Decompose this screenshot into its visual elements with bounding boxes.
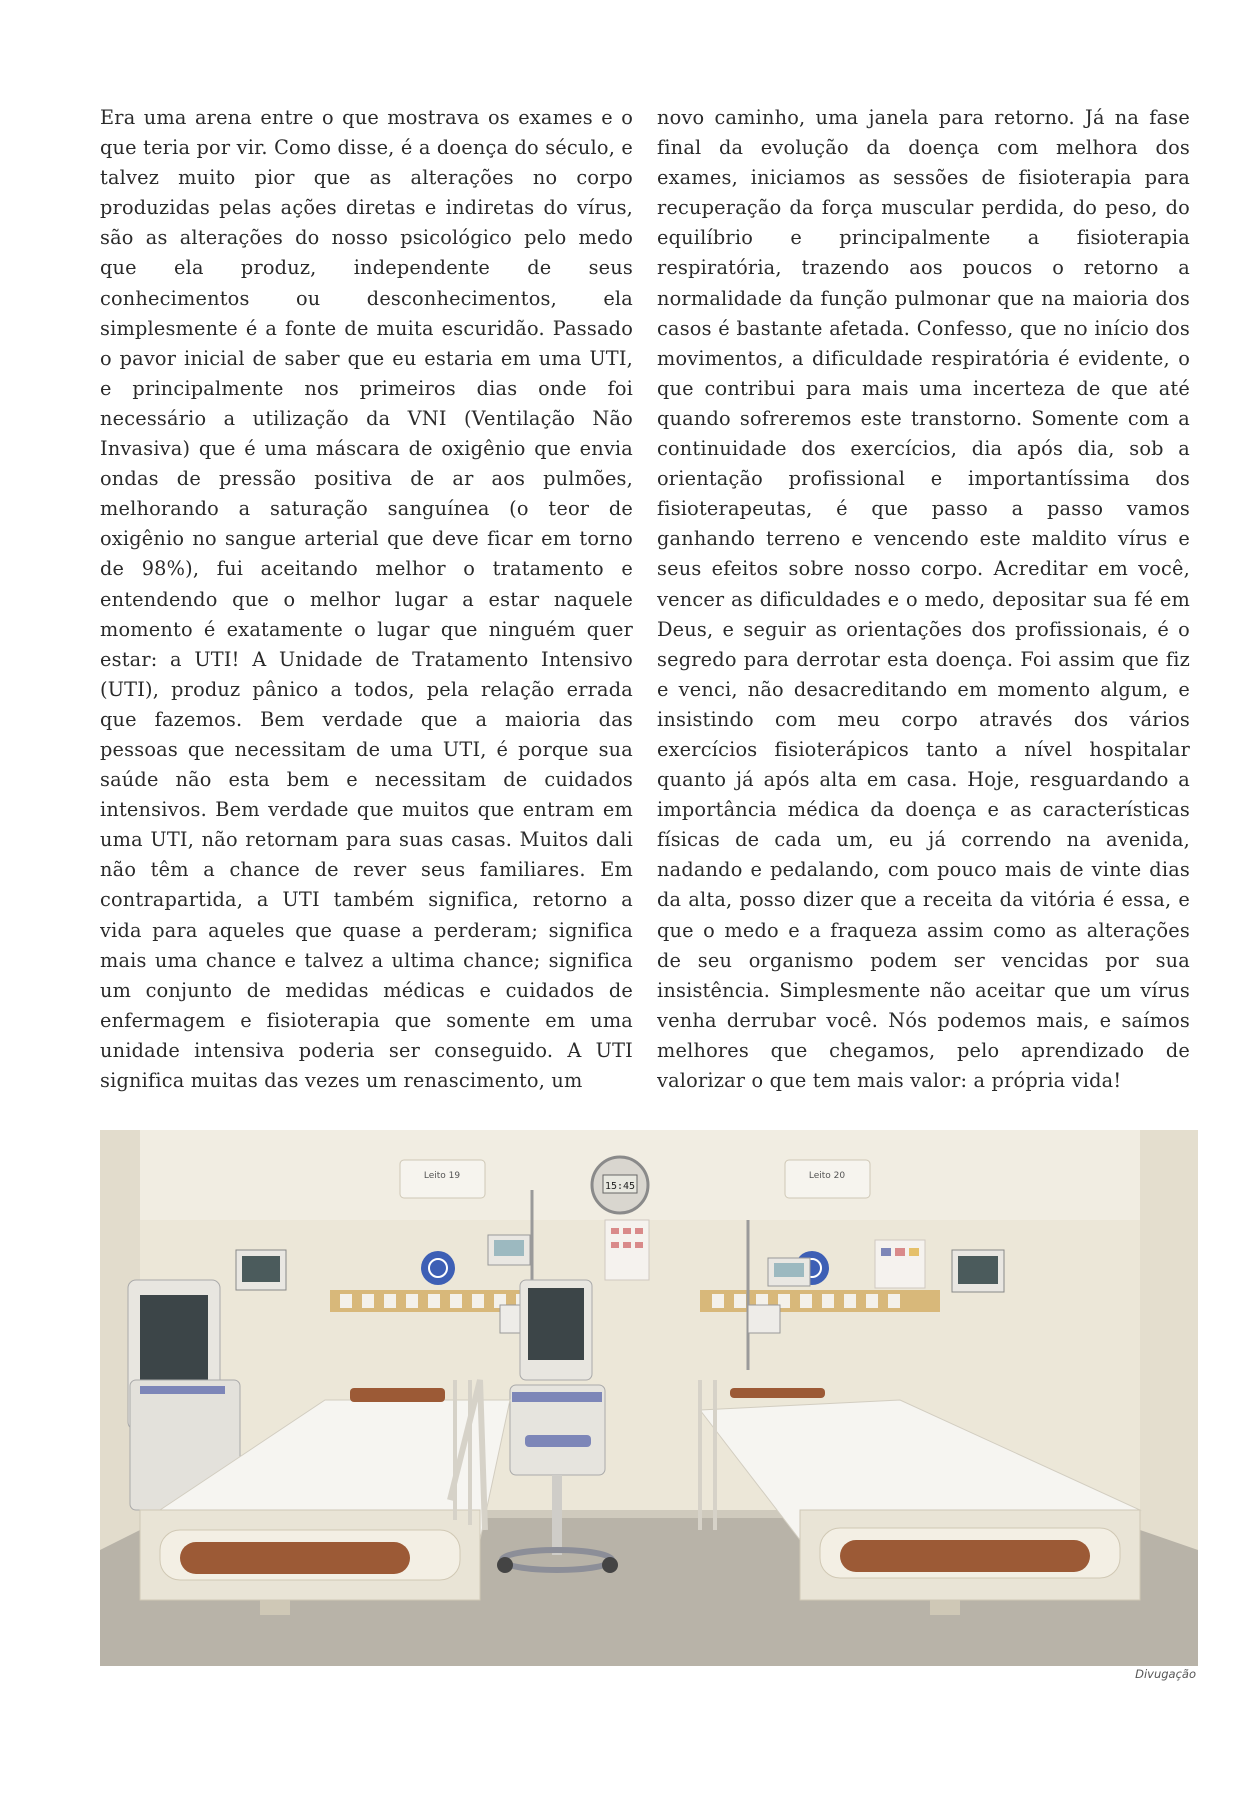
article-text-left: Era uma arena entre o que mostrava os exames e o que teria por vir. Como disse, é a doença do século, e talvez muito pior que as alterações no corpo produzidas pelas ações diretas e indiretas do vírus, são as alterações do nosso psicológico pelo medo que ela produz, independente de seus conhecimentos ou desconhecimentos, ela simplesmente é a fonte de muita escuridão. Passado o pavor inicial de saber que eu estaria em uma UTI, e principalmente nos primeiros dias onde foi necessário a utilização da VNI (Ventilação Não Invasiva) que é uma máscara de oxigênio que envia ondas de pressão positiva de ar aos pulmões, melhorando a saturação sanguínea (o teor de oxigênio no sangue arterial que deve ficar em torno de 98%), fui aceitando melhor o tratamento e entendendo que o melhor lugar a estar naquele momento é exatamente o lugar que ninguém quer estar: a UTI! A Unidade de Tratamento Intensivo (UTI), produz pânico a todos, pela relação errada que fazemos. Bem verdade que a maioria das pessoas que necessitam de uma UTI, é porque sua saúde não esta bem e necessitam de cuidados intensivos. Bem verdade que muitos que entram em uma UTI, não retornam para suas casas. Muitos dali não têm a chance de rever seus familiares. Em contrapartida, a UTI também significa, retorno a vida para aqueles que quase a perderam; significa mais uma chance e talvez a ultima chance; significa um conjunto de medidas médicas e cuidados de enfermagem e fisioterapia que somente em uma unidade intensiva poderia ser conseguido. A UTI significa muitas das vezes um renascimento, um	[100, 106, 633, 1092]
bed-sign-right-label: Leito 20	[808, 1171, 846, 1181]
article-text-right: novo caminho, uma janela para retorno. Já na fase final da evolução da doença com melhora dos exames, iniciamos as sessões de fisioterapia para recuperação da força muscular perdida, do peso, do equilíbrio e principalmente a fisioterapia respiratória, trazendo aos poucos o retorno a normalidade da função pulmonar que na maioria dos casos é bastante afetada. Confesso, que no início dos movimentos, a dificuldade respiratória é evidente, o que contribui para mais uma incerteza de que até quando sofreremos este transtorno. Somente com a continuidade dos exercícios, dia após dia, sob a orientação profissional e importantíssima dos fisioterapeutas, é que passo a passo vamos ganhando terreno e vencendo este maldito vírus e seus efeitos sobre nosso corpo. Acreditar em você, vencer as dificuldades e o medo, depositar sua fé em Deus, e seguir as orientações dos profissionais, é o segredo para derrotar esta doença. Foi assim que fiz e venci, não desacreditando em momento algum, e insistindo com meu corpo através dos vários exercícios fisioterápicos tanto a nível hospitalar quanto já após alta em casa. Hoje, resguardando a importância médica da doença e as características físicas de cada um, eu já correndo na avenida, nadando e pedalando, com pouco mais de vinte dias da alta, posso dizer que a receita da vitória é essa, e que o medo e a fraqueza assim como as alterações de seu organismo podem ser vencidas por sua insistência. Simplesmente não aceitar que um vírus venha derrubar você. Nós podemos mais, e saímos melhores que chegamos, pelo aprendizado de valorizar o que tem mais valor: a própria vida!	[657, 106, 1190, 1092]
article-column-left	[100, 103, 633, 1103]
bed-sign-left-label: Leito 19	[423, 1171, 461, 1181]
photo-credit: Divugação	[1135, 1667, 1196, 1681]
article-column-right	[657, 103, 1190, 1103]
icu-room-photo	[100, 1130, 1198, 1666]
bed-sign-left	[400, 1160, 485, 1198]
clock-display: 15:45	[604, 1181, 636, 1192]
wall-clock	[592, 1157, 648, 1213]
bed-sign-right	[785, 1160, 870, 1198]
